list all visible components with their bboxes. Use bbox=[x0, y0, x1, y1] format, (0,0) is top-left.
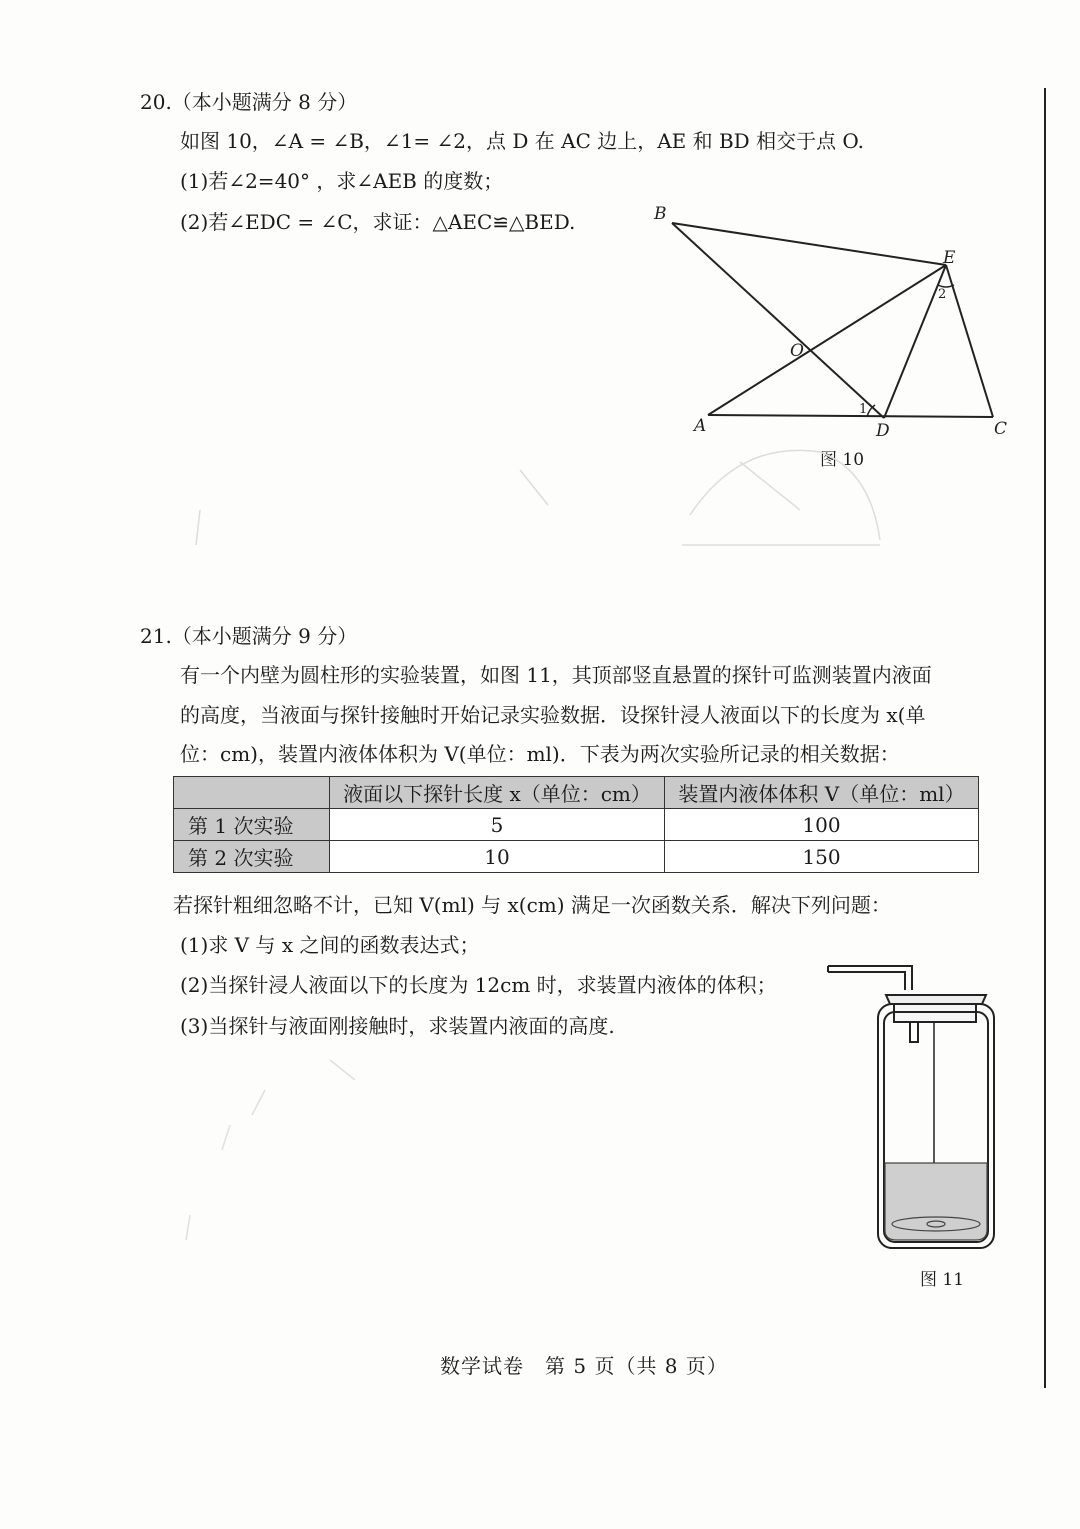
table-header-row bbox=[174, 777, 979, 809]
q21-condition: 若探针粗细忽略不计，已知 V(ml) 与 x(cm) 满足一次函数关系．解决下列问题： bbox=[173, 893, 891, 917]
figure-10-caption: 图 10 bbox=[820, 450, 865, 470]
lid bbox=[886, 995, 986, 1004]
label-angle-2: 2 bbox=[938, 287, 947, 302]
probe-hook-inner bbox=[828, 972, 905, 990]
figure-11-apparatus-diagram bbox=[820, 955, 1000, 1255]
figure-11-caption: 图 11 bbox=[920, 1270, 965, 1290]
q20-part2: (2)若∠EDC = ∠C，求证：△AEC≌△BED. bbox=[180, 210, 576, 234]
q21-para-line2: 的高度，当液面与探针接触时开始记录实验数据．设探针浸人液面以下的长度为 x(单 bbox=[180, 703, 926, 727]
table-cell-v: 150 bbox=[665, 841, 979, 873]
q21-para-line3: 位：cm)，装置内液体体积为 V(单位：ml)．下表为两次实验所记录的相关数据： bbox=[180, 742, 900, 766]
table-header-x: 液面以下探针长度 x（单位：cm） bbox=[330, 777, 665, 809]
label-angle-1: 1 bbox=[859, 402, 868, 417]
label-A: A bbox=[694, 416, 707, 436]
probe-hook-top bbox=[828, 966, 912, 990]
table-header-corner bbox=[174, 777, 330, 809]
table-row bbox=[174, 809, 979, 841]
segment-AE bbox=[708, 265, 946, 415]
table-cell-v: 100 bbox=[665, 809, 979, 841]
q20-stem: 如图 10，∠A = ∠B，∠1= ∠2，点 D 在 AC 边上，AE 和 BD 相交于点 O. bbox=[180, 129, 865, 153]
binding-margin-line bbox=[1044, 88, 1046, 1388]
segment-AC bbox=[708, 415, 993, 417]
label-D: D bbox=[876, 421, 890, 441]
segment-BE bbox=[672, 223, 946, 265]
q20-part1: (1)若∠2=40° ，求∠AEB 的度数； bbox=[180, 169, 504, 193]
table-row bbox=[174, 841, 979, 873]
label-E: E bbox=[943, 248, 956, 268]
probe-holder bbox=[910, 1022, 918, 1042]
label-B: B bbox=[654, 204, 667, 224]
table-header-v: 装置内液体体积 V（单位：ml） bbox=[665, 777, 979, 809]
q21-part2: (2)当探针浸人液面以下的长度为 12cm 时，求装置内液体的体积； bbox=[180, 973, 777, 997]
page-footer: 数学试卷 第 5 页（共 8 页） bbox=[440, 1354, 728, 1378]
table-cell-x: 10 bbox=[330, 841, 665, 873]
segment-BD bbox=[672, 223, 884, 418]
q21-para-line1: 有一个内壁为圆柱形的实验装置，如图 11，其顶部竖直悬置的探针可监测装置内液面 bbox=[180, 663, 932, 687]
q20-header: 20.（本小题满分 8 分） bbox=[140, 90, 358, 114]
q21-header: 21.（本小题满分 9 分） bbox=[140, 624, 358, 648]
q21-part1: (1)求 V 与 x 之间的函数表达式； bbox=[180, 933, 480, 957]
label-C: C bbox=[994, 419, 1008, 439]
q21-part3: (3)当探针与液面刚接触时，求装置内液面的高度. bbox=[180, 1014, 615, 1038]
segment-ED bbox=[884, 265, 946, 418]
table-cell-x: 5 bbox=[330, 809, 665, 841]
faint-sketch-marks bbox=[180, 430, 900, 570]
table-row-label: 第 2 次实验 bbox=[174, 841, 330, 873]
label-O: O bbox=[790, 341, 804, 361]
experiment-data-table bbox=[173, 776, 979, 873]
table-row-label: 第 1 次实验 bbox=[174, 809, 330, 841]
segment-EC bbox=[946, 265, 993, 417]
faint-pencil-marks bbox=[180, 1050, 380, 1250]
